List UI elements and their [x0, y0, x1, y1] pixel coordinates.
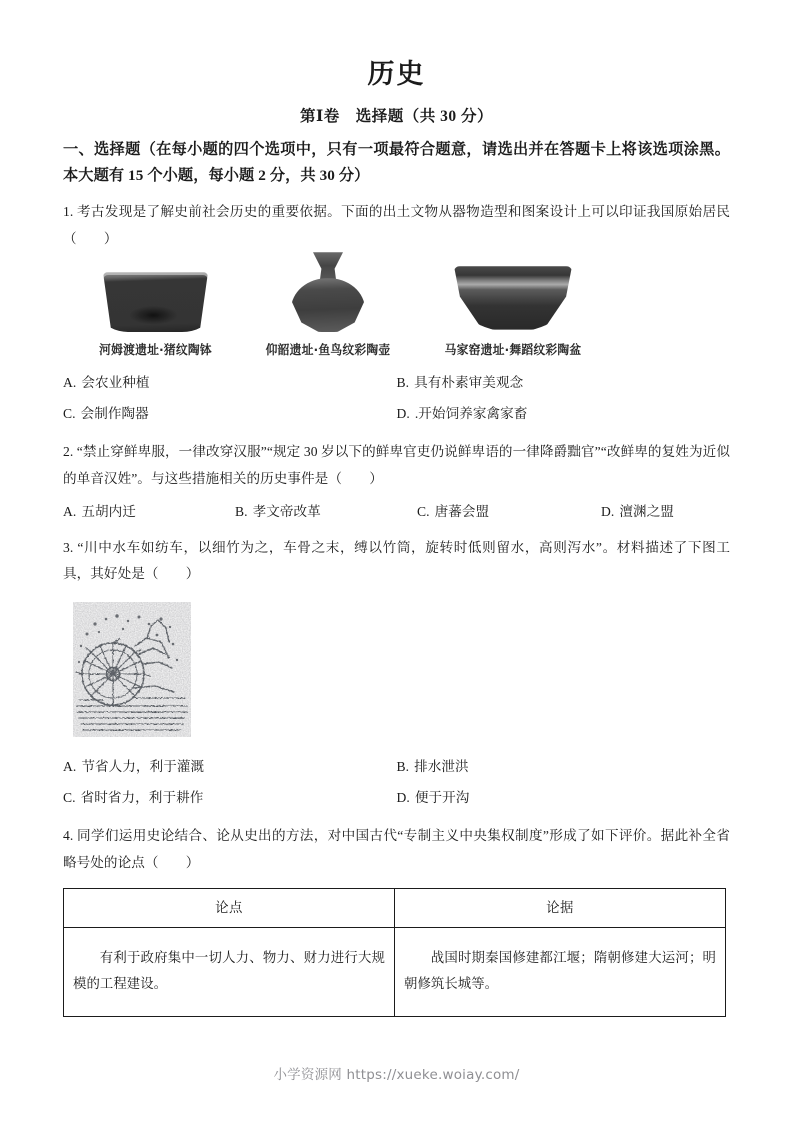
question-2 [63, 429, 730, 527]
question-1-option-c[interactable] [63, 399, 397, 430]
question-3-option-d[interactable] [397, 783, 731, 814]
option-label: A. [63, 759, 77, 775]
option-text: 澶渊之盟 [619, 504, 674, 520]
question-2-stem: 2. “禁止穿鲜卑服，一律改穿汉服”“规定 30 岁以下的鲜卑官吏仍说鲜卑语的一律降爵黜官”“改鲜卑的复姓为近似的单音汉姓”。与这些措施相关的历史事件是（ ） [63, 444, 730, 486]
option-label: B. [235, 504, 248, 520]
option-text: 会制作陶器 [80, 405, 149, 421]
pottery-bowl-icon [103, 272, 208, 332]
question-1-options [63, 368, 730, 429]
question-4 [63, 813, 730, 1017]
question-3-option-b[interactable] [397, 752, 731, 783]
page-content [63, 0, 730, 1017]
option-label: B. [396, 759, 410, 775]
option-label: D. [396, 405, 410, 421]
question-1 [63, 189, 730, 429]
question-4-stem: 4. 同学们运用史论结合、论从史出的方法，对中国古代“专制主义中央集权制度”形成了如下评价。据此补全省略号处的论点（ ） [63, 828, 730, 870]
question-2-option-d[interactable] [601, 496, 674, 527]
option-text: 排水泄洪 [414, 759, 469, 775]
option-text: 五胡内迁 [81, 504, 136, 520]
option-label: D. [396, 789, 410, 805]
question-2-option-a[interactable] [63, 496, 235, 527]
option-text: 唐蕃会盟 [434, 504, 490, 520]
waterwheel-illustration-icon [73, 602, 191, 737]
question-3-figure [63, 602, 730, 747]
section-instructions: 一、选择题（在每小题的四个选项中，只有一项最符合题意，请选出并在答题卡上将该选项涂黑。本大题有 15 个小题，每小题 2 分，共 30 分） [63, 141, 730, 185]
table-header-argument: 论点 [64, 889, 395, 928]
argument-table [63, 888, 726, 1017]
page-title: 历史 [367, 59, 426, 90]
option-label: C. [63, 405, 76, 421]
footer-watermark: 小学资源网 https://xueke.woiay.com/ [273, 1067, 520, 1083]
artifact-3 [418, 266, 608, 362]
option-label: D. [601, 504, 615, 520]
artifact-2 [238, 252, 418, 362]
option-label: B. [396, 375, 410, 391]
question-3-options [63, 752, 730, 813]
question-3-option-c[interactable] [63, 783, 397, 814]
question-3-option-a[interactable] [63, 752, 397, 783]
artifact-2-caption: 仰韶遗址·鱼鸟纹彩陶壶 [265, 342, 391, 358]
question-3 [63, 528, 730, 814]
artifact-1 [73, 272, 238, 362]
option-text: 会农业种植 [81, 375, 150, 391]
option-text: 节省人力，利于灌溉 [81, 759, 205, 775]
pottery-flask-icon [291, 252, 365, 332]
table-row [64, 928, 726, 1017]
table-header-evidence: 论据 [395, 889, 726, 928]
artifact-3-caption: 马家窑遗址·舞蹈纹彩陶盆 [444, 342, 582, 358]
artifact-1-caption: 河姆渡遗址·猪纹陶钵 [99, 342, 212, 358]
option-text: 便于开沟 [414, 789, 470, 805]
option-text: 孝文帝改革 [252, 504, 321, 520]
option-text: 具有朴素审美观念 [414, 375, 524, 391]
question-1-stem: 1. 考古发现是了解史前社会历史的重要依据。下面的出土文物从器物造型和图案设计上可以印证我国原始居民（ ） [63, 204, 730, 246]
question-1-option-b[interactable] [397, 368, 731, 399]
option-text: .开始饲养家禽家畜 [414, 405, 528, 421]
question-2-options [63, 496, 730, 527]
pottery-basin-icon [454, 266, 572, 332]
question-2-option-c[interactable] [417, 496, 601, 527]
paper-part-heading: 第Ⅰ卷 选择题（共 30 分） [299, 107, 493, 125]
question-2-option-b[interactable] [235, 496, 417, 527]
question-1-option-a[interactable] [63, 368, 397, 399]
question-1-option-d[interactable] [397, 399, 731, 430]
option-label: A. [63, 375, 77, 391]
table-cell-evidence: 战国时期秦国修建都江堰；隋朝修建大运河；明朝修筑长城等。 [395, 928, 726, 1017]
question-3-stem: 3. “川中水车如纺车，以细竹为之，车骨之末，缚以竹筒，旋转时低则留水，高则泻水”。材料描述了下图工具，其好处是（ ） [63, 539, 730, 582]
question-1-figure [63, 266, 730, 362]
table-cell-argument: 有利于政府集中一切人力、物力、财力进行大规模的工程建设。 [64, 928, 395, 1017]
option-label: C. [417, 504, 430, 520]
option-label: A. [63, 504, 77, 520]
option-label: C. [63, 789, 76, 805]
table-header-row [64, 889, 726, 928]
option-text: 省时省力，利于耕作 [80, 789, 204, 805]
